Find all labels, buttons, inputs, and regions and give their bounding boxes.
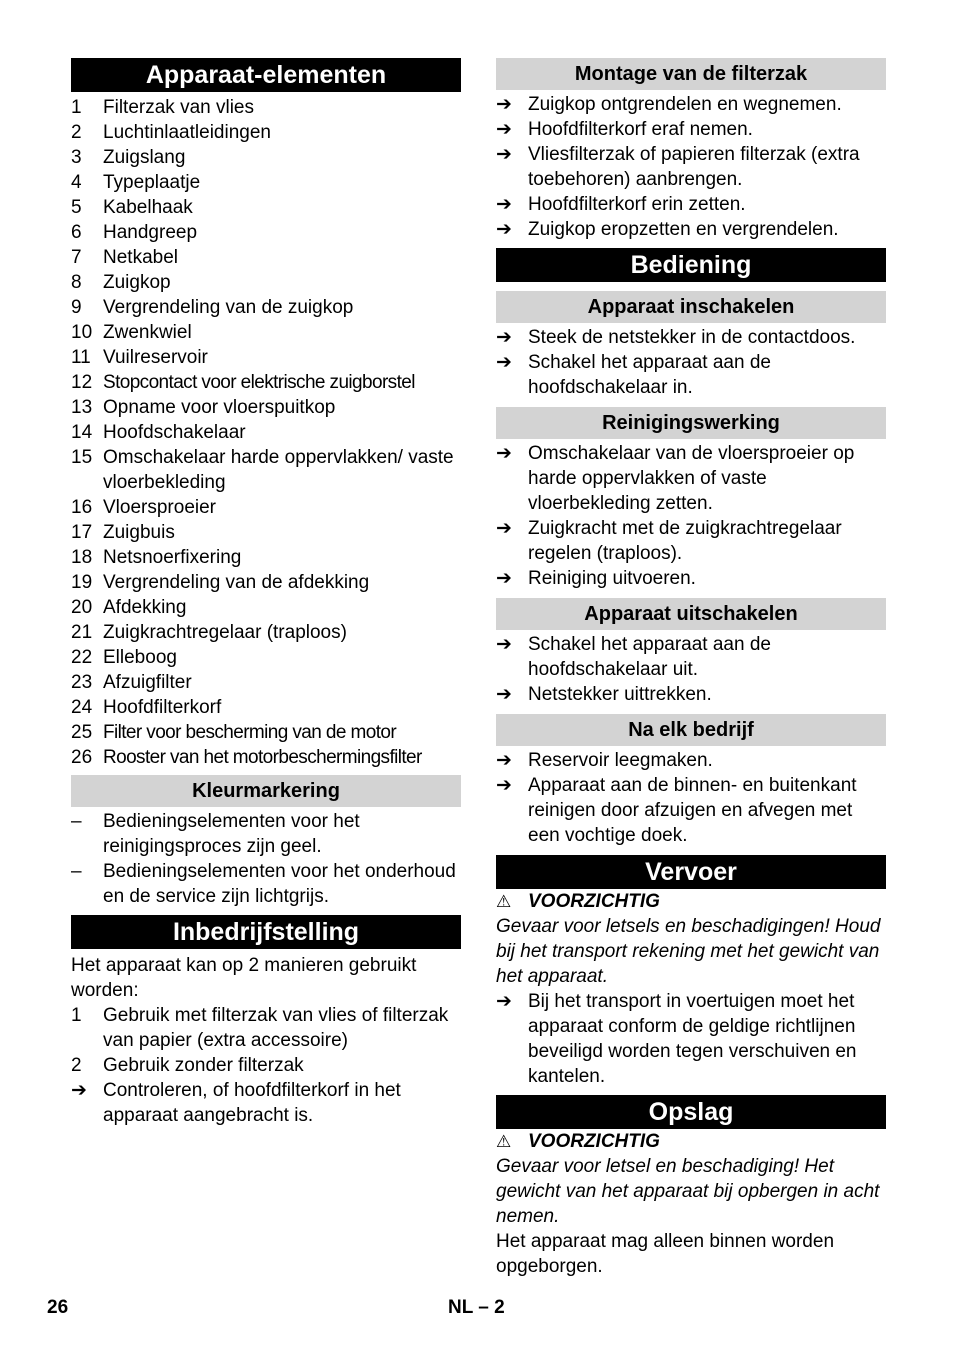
item-number: 3 [71,147,82,168]
item-number: 13 [71,397,93,418]
right-column [496,58,886,1279]
list-item [71,745,461,770]
arrow-icon: ➔ [496,194,512,215]
item-number: 12 [71,372,93,393]
dash-marker: – [71,861,82,882]
storage-warning [496,1129,886,1154]
step-text: Bij het transport in voertuigen moet het apparaat conform de geldige richtlijnen beveiligd worden tegen verschuiven en kantelen. [528,991,857,1087]
transport-warning-text: Gevaar voor letsels en beschadigingen! Houd bij het transport rekening met het gewicht van het apparaat. [496,916,881,987]
subheading-color-marking: Kleurmarkering [71,775,461,807]
list-item-text: Afdekking [103,597,187,618]
list-item [71,270,461,295]
section-heading-transport: Vervoer [496,855,886,889]
list-item [71,595,461,620]
item-number: 17 [71,522,93,543]
filter-steps [496,92,886,242]
list-item [71,220,461,245]
cleaning-steps [496,441,886,591]
page-number: 26 [47,1297,69,1318]
subheading-after-operation: Na elk bedrijf [496,714,886,746]
arrow-icon: ➔ [496,750,512,771]
arrow-icon: ➔ [71,1080,87,1101]
switch-off-steps [496,632,886,707]
color-marking-list [71,809,461,909]
list-item-text: Rooster van het motorbeschermingsfilter [103,747,422,768]
list-item [71,245,461,270]
list-item [71,395,461,420]
step-item [496,632,886,682]
list-item-text: Schakel het apparaat aan de hoofdschakelaar uit. [528,634,771,680]
storage-text: Het apparaat mag alleen binnen worden opgeborgen. [496,1231,835,1277]
list-item-text: Netkabel [103,247,178,268]
list-item-text: Vuilreservoir [103,347,208,368]
list-item [71,295,461,320]
list-item-text: Typeplaatje [103,172,201,193]
arrow-icon: ➔ [496,634,512,655]
item-number: 20 [71,597,93,618]
step-item [496,142,886,192]
elements-list [71,95,461,770]
list-item-text: Zuigkop eropzetten en vergrendelen. [528,219,839,240]
list-item-text: Bedieningselementen voor het reinigingsproces zijn geel. [103,811,360,857]
section-heading-elements: Apparaat-elementen [71,58,461,92]
step-item [496,325,886,350]
step-item [496,682,886,707]
list-item-text: Schakel het apparaat aan de hoofdschakelaar in. [528,352,771,398]
item-number: 5 [71,197,82,218]
list-item [71,95,461,120]
list-item [71,545,461,570]
list-item [71,670,461,695]
list-item-text: Hoofdfilterkorf erin zetten. [528,194,746,215]
list-item [71,645,461,670]
arrow-icon: ➔ [496,775,512,796]
dash-marker: – [71,811,82,832]
list-item [71,345,461,370]
list-item-text: Apparaat aan de binnen- en buitenkant reinigen door afzuigen en afvegen met een vochtige doek. [528,775,857,846]
list-item-text: Kabelhaak [103,197,193,218]
list-item-text: Hoofdschakelaar [103,422,246,443]
step-item [496,516,886,566]
list-item-text: Zuigkracht met de zuigkrachtregelaar regelen (traploos). [528,518,842,564]
list-item-text: Omschakelaar van de vloersproeier op harde oppervlakken of vaste vloerbekleding zetten. [528,443,855,514]
warning-icon: ⚠ [496,892,512,911]
list-item-text: Filterzak van vlies [103,97,254,118]
list-item-text: Netsnoerfixering [103,547,242,568]
item-number: 7 [71,247,82,268]
list-item [71,420,461,445]
list-item-text: Zuigbuis [103,522,175,543]
item-number: 4 [71,172,82,193]
arrow-icon: ➔ [496,568,512,589]
item-number: 10 [71,322,93,343]
list-item [71,320,461,345]
left-column [71,58,461,1128]
list-item [71,570,461,595]
arrow-icon: ➔ [496,352,512,373]
arrow-icon: ➔ [496,991,512,1012]
section-heading-operation: Bediening [496,248,886,282]
list-item-text: Zuigslang [103,147,186,168]
transport-warning [496,889,886,914]
commissioning-list [71,1003,461,1078]
list-item [71,1003,461,1053]
list-item-text: Hoofdfilterkorf eraf nemen. [528,119,753,140]
list-item [71,195,461,220]
list-item-text: Vergrendeling van de zuigkop [103,297,354,318]
list-item [71,620,461,645]
item-number: 8 [71,272,82,293]
list-item-text: Steek de netstekker in de contactdoos. [528,327,856,348]
subheading-switch-off: Apparaat uitschakelen [496,598,886,630]
list-item-text: Hoofdfilterkorf [103,697,222,718]
arrow-icon: ➔ [496,443,512,464]
list-item [71,720,461,745]
list-item [71,1053,461,1078]
list-item-text: Zuigkop ontgrendelen en wegnemen. [528,94,842,115]
list-item-text: Gebruik met filterzak van vlies of filterzak van papier (extra accessoire) [103,1005,449,1051]
subheading-filter-mounting: Montage van de filterzak [496,58,886,90]
list-item [71,170,461,195]
step-text: Controleren, of hoofdfilterkorf in het apparaat aangebracht is. [103,1080,401,1126]
item-number: 15 [71,447,93,468]
list-item-text: Handgreep [103,222,198,243]
section-heading-commissioning: Inbedrijfstelling [71,915,461,949]
arrow-icon: ➔ [496,327,512,348]
list-item [71,495,461,520]
list-item-text: Bedieningselementen voor het onderhoud en de service zijn lichtgrijs. [103,861,456,907]
step-item [496,748,886,773]
list-item-text: Opname voor vloerspuitkop [103,397,336,418]
item-number: 25 [71,722,93,743]
warning-icon: ⚠ [496,1132,512,1151]
storage-warning-text: Gevaar voor letsel en beschadiging! Het gewicht van het apparaat bij opbergen in acht nemen. [496,1156,880,1227]
after-operation-steps [496,748,886,848]
item-number: 19 [71,572,93,593]
switch-on-steps [496,325,886,400]
item-number: 14 [71,422,93,443]
commissioning-intro: Het apparaat kan op 2 manieren gebruikt worden: [71,955,417,1001]
step-item [496,92,886,117]
arrow-icon: ➔ [496,219,512,240]
step-item [496,117,886,142]
list-item-text: Filter voor bescherming van de motor [103,722,397,743]
item-number: 11 [71,347,91,368]
item-number: 16 [71,497,93,518]
item-number: 23 [71,672,93,693]
list-item-text: Netstekker uittrekken. [528,684,712,705]
item-number: 1 [71,97,82,118]
language-page-label: NL – 2 [448,1297,505,1318]
list-item-text: Afzuigfilter [103,672,192,693]
list-item-text: Reiniging uitvoeren. [528,568,696,589]
list-item-text: Luchtinlaatleidingen [103,122,271,143]
list-item [71,859,461,909]
list-item [71,809,461,859]
step-item [496,441,886,516]
list-item-text: Gebruik zonder filterzak [103,1055,304,1076]
item-number: 26 [71,747,93,768]
list-item [71,445,461,495]
arrow-icon: ➔ [496,144,512,165]
list-item-text: Vliesfilterzak of papieren filterzak (extra toebehoren) aanbrengen. [528,144,860,190]
step-item [496,192,886,217]
list-item-text: Zuigkrachtregelaar (traploos) [103,622,347,643]
step-item [496,566,886,591]
warning-label: VOORZICHTIG [528,891,660,912]
list-item-text: Vergrendeling van de afdekking [103,572,370,593]
list-item-text: Zwenkwiel [103,322,192,343]
item-number: 2 [71,1055,82,1076]
step-item [496,773,886,848]
subheading-cleaning: Reinigingswerking [496,407,886,439]
subheading-switch-on: Apparaat inschakelen [496,291,886,323]
transport-step [496,989,886,1089]
step-item [496,217,886,242]
commissioning-step [71,1078,461,1128]
warning-label: VOORZICHTIG [528,1131,660,1152]
section-heading-storage: Opslag [496,1095,886,1129]
list-item [71,695,461,720]
list-item-text: Omschakelaar harde oppervlakken/ vaste vloerbekleding [103,447,454,493]
item-number: 24 [71,697,93,718]
list-item-text: Vloersproeier [103,497,216,518]
list-item-text: Elleboog [103,647,177,668]
list-item-text: Reservoir leegmaken. [528,750,713,771]
item-number: 2 [71,122,82,143]
list-item [71,370,461,395]
item-number: 9 [71,297,82,318]
list-item-text: Stopcontact voor elektrische zuigborstel [103,372,415,393]
list-item [71,120,461,145]
list-item-text: Zuigkop [103,272,171,293]
arrow-icon: ➔ [496,684,512,705]
item-number: 6 [71,222,82,243]
step-item [496,350,886,400]
list-item [71,520,461,545]
item-number: 1 [71,1005,82,1026]
item-number: 21 [71,622,93,643]
arrow-icon: ➔ [496,518,512,539]
item-number: 22 [71,647,93,668]
list-item [71,145,461,170]
arrow-icon: ➔ [496,119,512,140]
arrow-icon: ➔ [496,94,512,115]
item-number: 18 [71,547,93,568]
